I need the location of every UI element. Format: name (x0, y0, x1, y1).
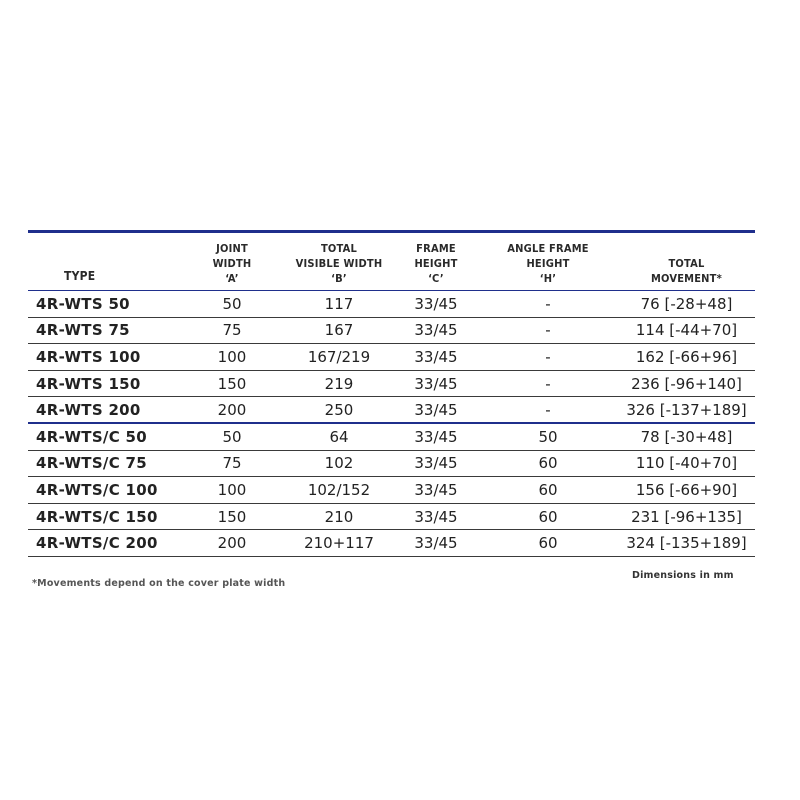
cell-total-movement: 231 [-96+135] (631, 507, 742, 526)
cell-type: 4R-WTS/C 200 (36, 534, 158, 553)
specification-table (28, 230, 755, 557)
table-row (28, 504, 755, 531)
cell-total-visible-width: 167 (324, 321, 354, 340)
cell-frame-height: 33/45 (414, 507, 458, 526)
cell-joint-width: 50 (222, 294, 242, 313)
table-row (28, 477, 755, 504)
cell-total-visible-width: 117 (324, 294, 354, 313)
table-body (28, 291, 755, 557)
cell-angle-frame-height: - (545, 294, 551, 313)
cell-joint-width: 75 (222, 321, 242, 340)
cell-frame-height: 33/45 (414, 347, 458, 366)
cell-total-visible-width: 167/219 (307, 347, 371, 366)
table-header-row (28, 233, 755, 291)
table-row (28, 318, 755, 345)
table-row (28, 397, 755, 424)
cell-type: 4R-WTS 200 (36, 400, 141, 419)
cell-total-visible-width: 250 (324, 400, 354, 419)
cell-angle-frame-height: 60 (538, 480, 558, 499)
cell-angle-frame-height: 60 (538, 534, 558, 553)
table-row (28, 451, 755, 478)
cell-frame-height: 33/45 (414, 534, 458, 553)
cell-total-movement: 326 [-137+189] (626, 400, 747, 419)
cell-total-movement: 324 [-135+189] (626, 534, 747, 553)
cell-frame-height: 33/45 (414, 400, 458, 419)
cell-total-visible-width: 102 (324, 454, 354, 473)
cell-angle-frame-height: - (545, 347, 551, 366)
table-row (28, 371, 755, 398)
cell-joint-width: 100 (217, 347, 247, 366)
cell-joint-width: 150 (217, 374, 247, 393)
cell-joint-width: 200 (217, 400, 247, 419)
header-type: TYPE (64, 269, 96, 283)
cell-type: 4R-WTS 150 (36, 374, 141, 393)
cell-frame-height: 33/45 (414, 427, 458, 446)
cell-frame-height: 33/45 (414, 321, 458, 340)
cell-angle-frame-height: 50 (538, 427, 558, 446)
cell-type: 4R-WTS/C 75 (36, 454, 148, 473)
cell-total-movement: 156 [-66+90] (635, 480, 738, 499)
header-total-visible-width: TOTAL VISIBLE WIDTH ‘B’ (295, 242, 383, 285)
cell-joint-width: 50 (222, 427, 242, 446)
header-angle-frame-height: ANGLE FRAME HEIGHT ‘H’ (507, 242, 589, 285)
cell-total-movement: 76 [-28+48] (640, 294, 733, 313)
table-row (28, 530, 755, 557)
table-row (28, 344, 755, 371)
cell-angle-frame-height: 60 (538, 507, 558, 526)
cell-angle-frame-height: - (545, 400, 551, 419)
cell-total-visible-width: 64 (329, 427, 349, 446)
cell-joint-width: 100 (217, 480, 247, 499)
cell-frame-height: 33/45 (414, 480, 458, 499)
cell-total-movement: 236 [-96+140] (631, 374, 742, 393)
cell-total-visible-width: 219 (324, 374, 354, 393)
table-row (28, 291, 755, 318)
cell-type: 4R-WTS/C 150 (36, 507, 158, 526)
cell-frame-height: 33/45 (414, 454, 458, 473)
cell-type: 4R-WTS 100 (36, 347, 141, 366)
cell-angle-frame-height: 60 (538, 454, 558, 473)
cell-total-movement: 110 [-40+70] (635, 454, 738, 473)
cell-type: 4R-WTS 75 (36, 321, 130, 340)
cell-total-movement: 78 [-30+48] (640, 427, 733, 446)
header-frame-height: FRAME HEIGHT ‘C’ (414, 242, 458, 285)
cell-type: 4R-WTS/C 50 (36, 427, 148, 446)
cell-frame-height: 33/45 (414, 374, 458, 393)
cell-joint-width: 75 (222, 454, 242, 473)
footnote: *Movements depend on the cover plate width (32, 578, 286, 589)
cell-type: 4R-WTS/C 100 (36, 480, 158, 499)
header-total-movement: TOTAL MOVEMENT* (650, 257, 722, 285)
cell-angle-frame-height: - (545, 374, 551, 393)
cell-total-visible-width: 210+117 (304, 534, 374, 553)
header-joint-width: JOINT WIDTH ‘A’ (212, 242, 252, 285)
cell-angle-frame-height: - (545, 321, 551, 340)
cell-joint-width: 150 (217, 507, 247, 526)
table-row (28, 424, 755, 451)
cell-total-visible-width: 210 (324, 507, 354, 526)
cell-total-visible-width: 102/152 (307, 480, 371, 499)
cell-joint-width: 200 (217, 534, 247, 553)
cell-frame-height: 33/45 (414, 294, 458, 313)
cell-total-movement: 162 [-66+96] (635, 347, 738, 366)
dimensions-note: Dimensions in mm (632, 570, 734, 581)
cell-type: 4R-WTS 50 (36, 294, 130, 313)
cell-total-movement: 114 [-44+70] (635, 321, 738, 340)
